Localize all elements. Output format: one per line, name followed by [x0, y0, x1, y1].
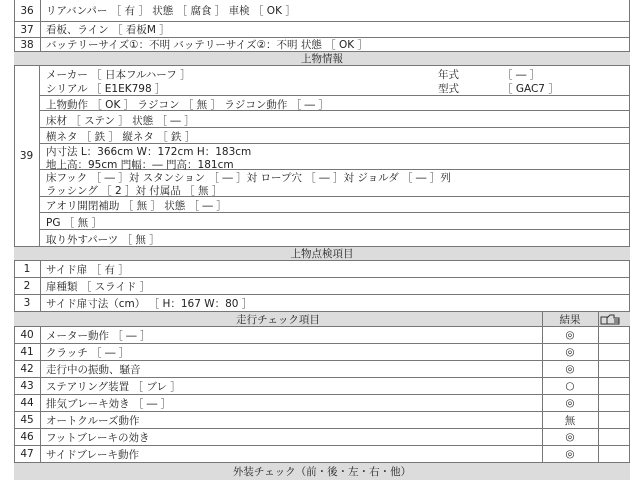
item-text: 扉種類 ［ スライド ］ [46, 280, 151, 293]
upper-row [40, 111, 630, 128]
upper-info-block [40, 66, 630, 96]
item-number: 39 [14, 66, 40, 247]
floor-hook: 床フック ［ ― ］対 スタンション ［ ― ］対 ロープ穴 ［ ― ］対 ジョルダ ［ ― ］列 [46, 172, 451, 184]
item-number: 47 [14, 446, 41, 462]
ground-height: 地上高：95cm 門幅：― 門高：181cm [46, 159, 234, 171]
item-row-36 [14, 0, 630, 22]
section-header-upper [14, 52, 630, 66]
upper-row-text: PG ［ 無 ］ [46, 217, 102, 229]
driving-row [14, 412, 630, 429]
item-text: サイド扉寸法（cm） ［ H：167 W：80 ］ [46, 297, 253, 310]
result-value: ◎ [565, 431, 575, 443]
year-value: ［ ― ］ [502, 69, 541, 81]
lashing: ラッシング ［ 2 ］対 付属品 ［ 無 ］ [46, 185, 223, 197]
upper-row-text: 取り外すパーツ ［ 無 ］ [46, 234, 160, 246]
section-title: 外装チェック（前・後・左・右・他） [232, 466, 412, 478]
item-number: 3 [14, 295, 41, 311]
result-value: ◎ [565, 329, 575, 341]
driving-row [14, 378, 630, 395]
result-value: ◎ [565, 363, 575, 375]
item-number: 38 [14, 38, 41, 51]
upper-row [40, 128, 630, 144]
item-text: 看板、ライン ［ 看板M ］ [46, 24, 170, 36]
upper-row-text: 横ネタ ［ 鉄 ］ 縦ネタ ［ 鉄 ］ [46, 131, 196, 143]
result-value: ◎ [565, 397, 575, 409]
item-text: ステアリング装置 ［ ブレ ］ [46, 380, 181, 393]
upper-row-text: 床材 ［ ステン ］ 状態 ［ ― ］ [46, 115, 195, 127]
item-number: 37 [14, 22, 41, 37]
inner-dimensions: 内寸法 L：366cm W：172cm H：183cm [46, 146, 252, 158]
item-number: 42 [14, 361, 41, 377]
result-value: ◎ [565, 448, 575, 460]
item-text: 排気ブレーキ効き ［ ― ］ [46, 397, 172, 410]
item-number: 44 [14, 395, 41, 411]
driving-row [14, 446, 630, 463]
section-header-driving [14, 312, 630, 327]
section-title: 上物点検項目 [290, 248, 354, 260]
result-value: ◎ [565, 346, 575, 358]
upper-row-text: 上物動作 ［ OK ］ ラジコン ［ 無 ］ ラジコン動作 ［ ― ］ [46, 99, 329, 111]
section-header-exterior [14, 463, 630, 480]
maker-field: メーカー ［ 日本フルハーフ ］ [46, 69, 191, 81]
item-text: フットブレーキの効き [46, 431, 150, 444]
item-number: 1 [14, 261, 41, 277]
item-number: 45 [14, 412, 41, 428]
inspection-sheet [14, 0, 630, 480]
result-header: 結果 [559, 313, 581, 326]
item-number: 43 [14, 378, 41, 394]
item-number: 36 [14, 0, 41, 21]
inspection-row-1 [14, 261, 630, 278]
driving-row [14, 429, 630, 446]
result-value: 無 [564, 414, 576, 427]
driving-row [14, 361, 630, 378]
serial-field: シリアル ［ E1EK798 ］ [46, 83, 166, 95]
driving-row [14, 344, 630, 361]
item-number: 2 [14, 278, 41, 294]
gear-icon[interactable] [598, 312, 630, 326]
item-text: メーター動作 ［ ― ］ [46, 329, 151, 342]
model-label: 型式 [438, 83, 459, 95]
upper-row [40, 213, 630, 230]
item-text: オートクルーズ動作 [46, 414, 140, 427]
item-text: サイドブレーキ動作 [46, 448, 140, 461]
item-text: 走行中の振動、騒音 [46, 363, 141, 376]
item-number: 46 [14, 429, 41, 445]
item-text: バッテリーサイズ①：不明 バッテリーサイズ②：不明 状態 ［ OK ］ [46, 39, 368, 51]
upper-row [40, 230, 630, 247]
model-value: ［ GAC7 ］ [502, 83, 559, 95]
item-number: 41 [14, 344, 41, 360]
item-text: サイド扉 ［ 有 ］ [46, 263, 129, 276]
upper-row [40, 197, 630, 213]
item-row-38 [14, 38, 630, 52]
item-text: リアバンパー ［ 有 ］ 状態 ［ 腐食 ］ 車検 ［ OK ］ [46, 5, 296, 17]
result-value: ○ [565, 380, 575, 392]
driving-row [14, 395, 630, 412]
item-number: 40 [14, 327, 41, 343]
section-title: 走行チェック項目 [236, 313, 320, 326]
inspection-row-2 [14, 278, 630, 295]
inspection-row-3 [14, 295, 630, 312]
upper-dimension-block [40, 144, 630, 170]
upper-hook-block [40, 170, 630, 197]
year-label: 年式 [438, 69, 459, 81]
driving-row [14, 327, 630, 344]
upper-row [40, 96, 630, 111]
item-row-37 [14, 22, 630, 38]
upper-row-text: アオリ開閉補助 ［ 無 ］ 状態 ［ ― ］ [46, 200, 227, 212]
section-header-inspection [14, 247, 630, 261]
section-title: 上物情報 [301, 53, 343, 65]
item-text: クラッチ ［ ― ］ [46, 346, 130, 359]
